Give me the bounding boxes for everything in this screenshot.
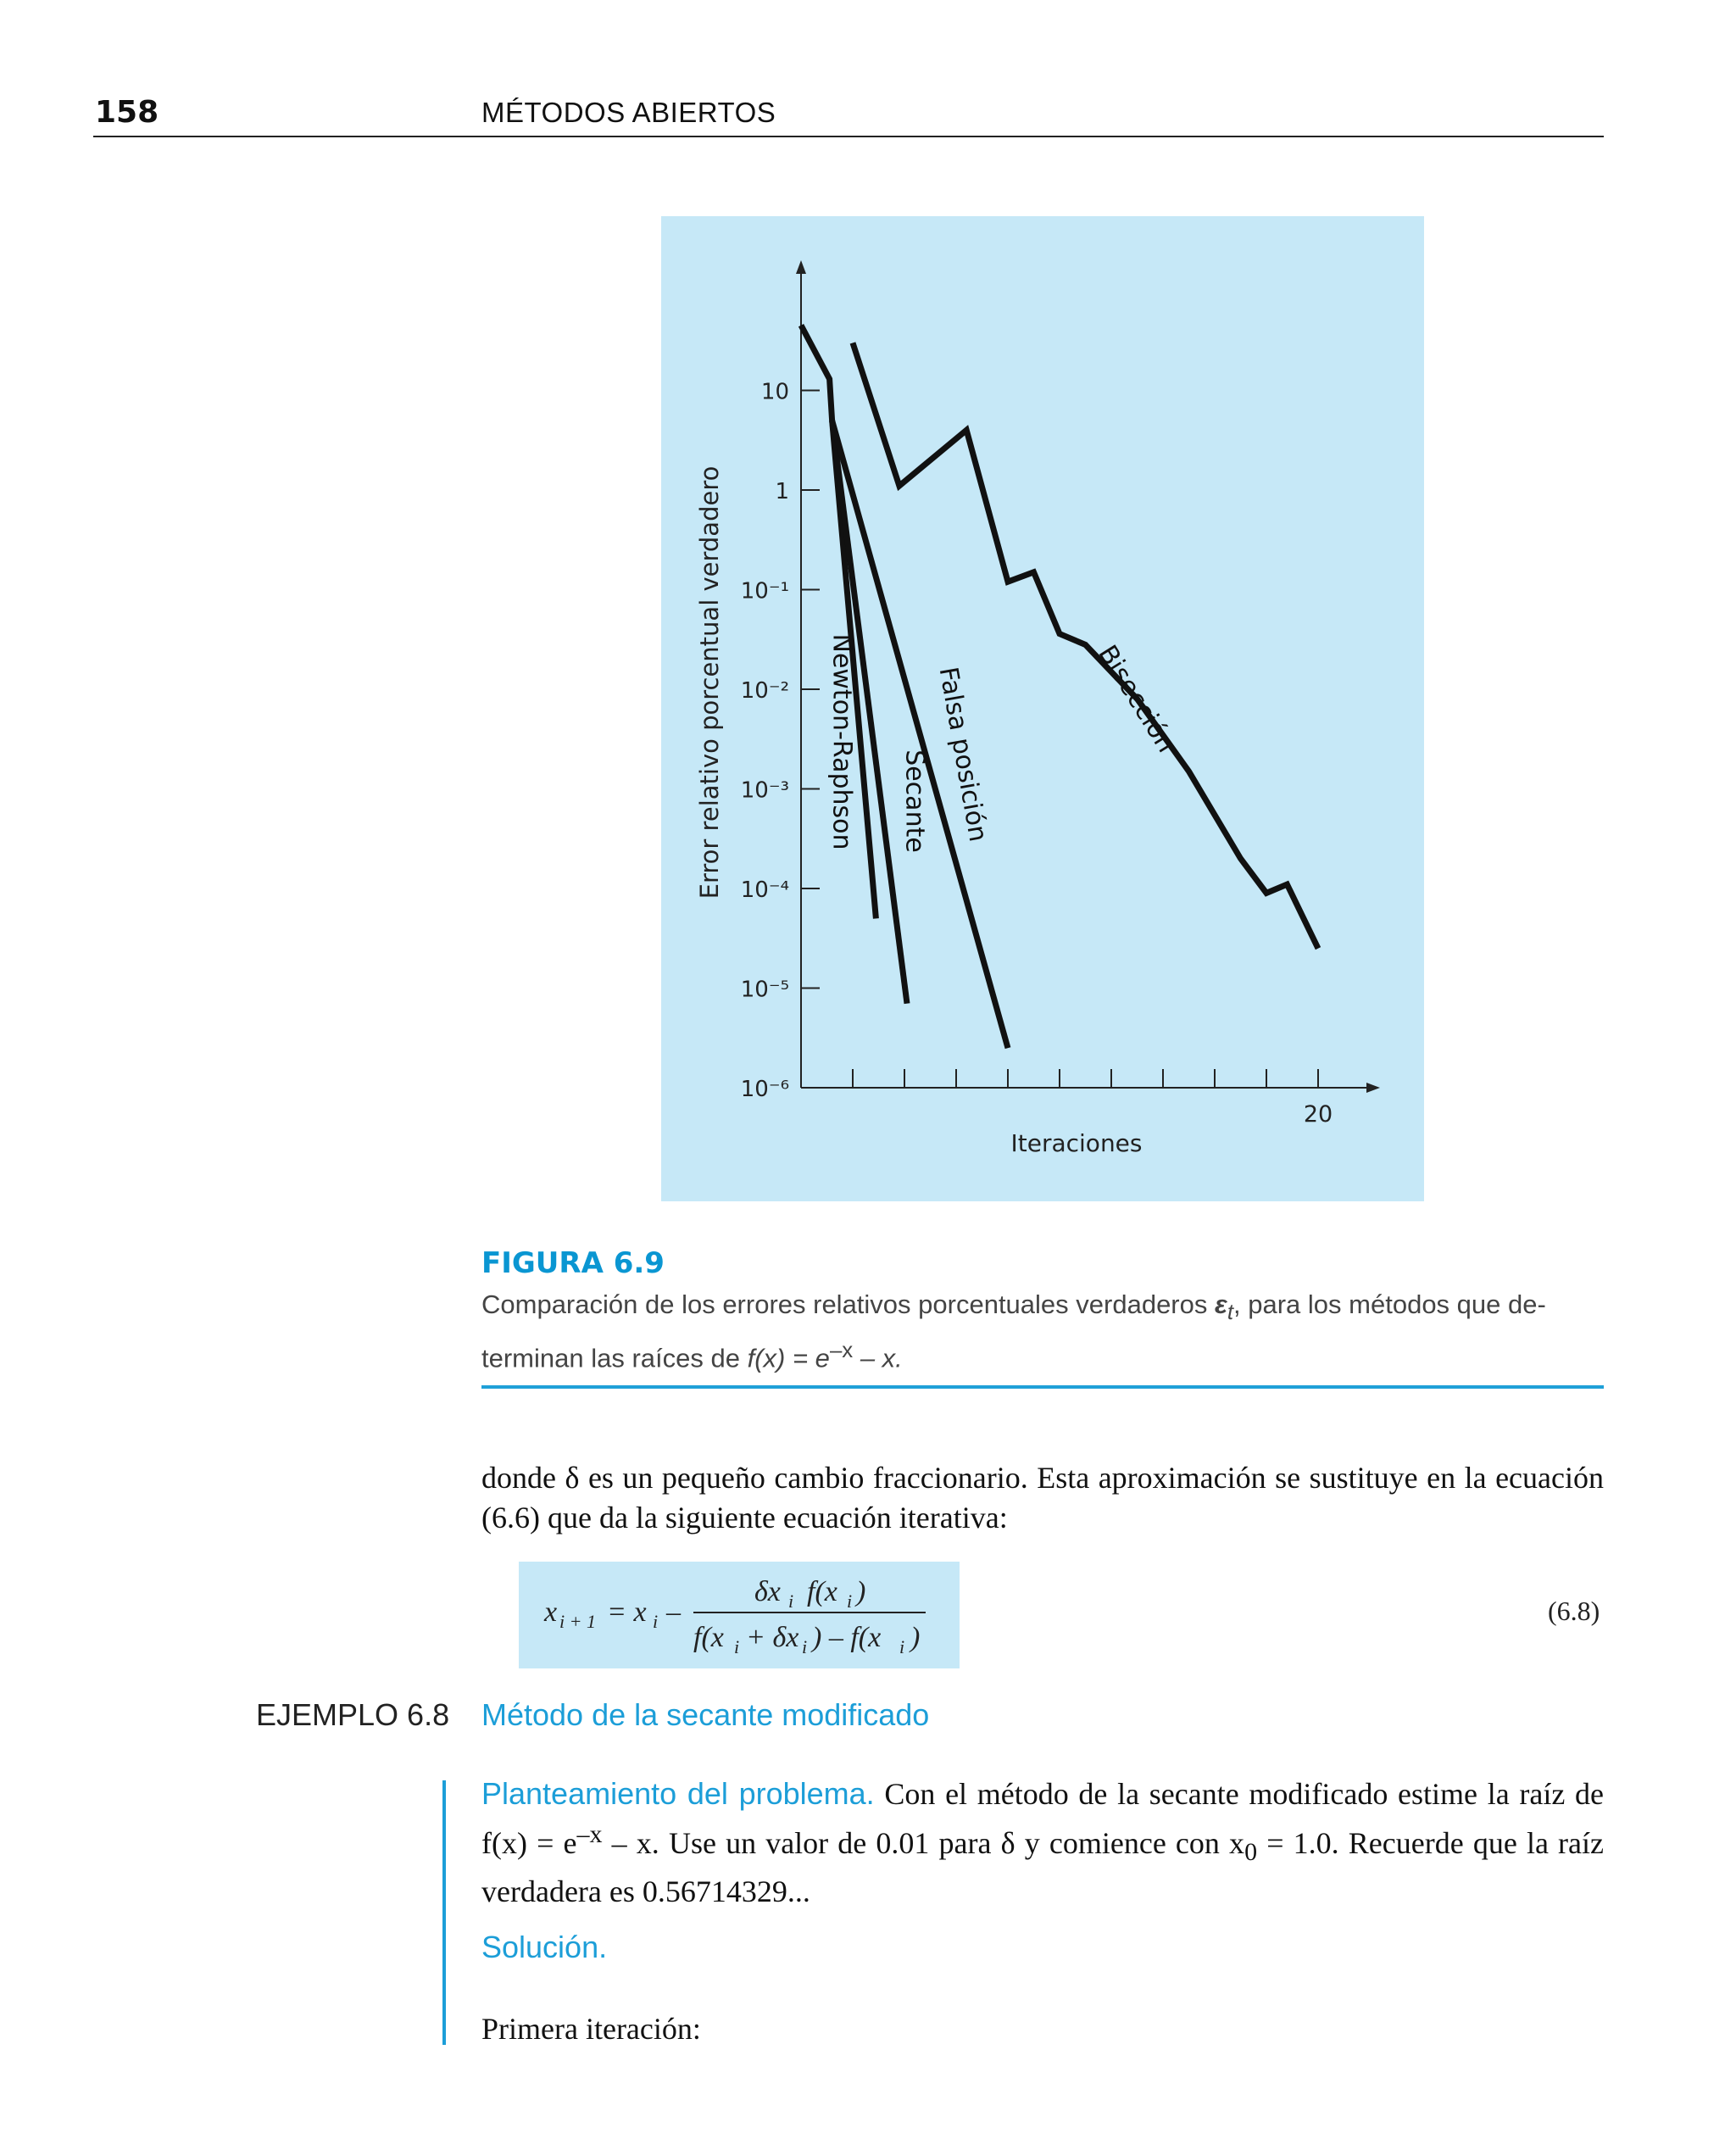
series-label-3: Bisección: [1092, 640, 1182, 758]
figure-panel: [661, 216, 1424, 1201]
eq-den-a-sub: i: [734, 1636, 740, 1657]
caption-part-c: – x.: [853, 1343, 903, 1373]
eq-rhs-sub: i: [653, 1611, 659, 1632]
header-rule: [93, 136, 1604, 137]
equation-number: (6.8): [1548, 1596, 1600, 1626]
x-axis-label: Iteraciones: [1010, 1129, 1143, 1157]
eq-den-c-sub: i: [899, 1636, 905, 1657]
first-iteration-label: Primera iteración:: [481, 2012, 701, 2046]
series-label-2: Falsa posición: [932, 665, 993, 844]
problem-subscript: 0: [1244, 1838, 1258, 1867]
eq-num-close: ): [856, 1576, 866, 1607]
eq-lhs: x: [544, 1596, 558, 1628]
example-tag: EJEMPLO 6.8: [256, 1697, 450, 1732]
figure-caption: [481, 1285, 1600, 1378]
y-tick-label-6: 10⁻⁵: [740, 977, 789, 1003]
caption-function: f(x) = e: [747, 1343, 830, 1373]
y-tick-label-0: 10: [760, 379, 789, 405]
y-tick-label-5: 10⁻⁴: [740, 877, 789, 903]
caption-epsilon: ε: [1215, 1289, 1227, 1319]
eq-den-a: f(x: [693, 1622, 724, 1653]
caption-part-b: , para los métodos que de-terminan las raíces de: [481, 1289, 1546, 1373]
figure-label: FIGURA 6.9: [481, 1246, 665, 1280]
y-axis-label: Error relativo porcentual verdadero: [695, 465, 724, 900]
caption-exponent: –x: [829, 1339, 854, 1363]
eq-den-b: + δx: [746, 1622, 799, 1653]
eq-lhs-sub: i + 1: [559, 1611, 596, 1632]
example-title: Método de la secante modificado: [481, 1697, 930, 1732]
y-tick-label-3: 10⁻²: [740, 678, 789, 704]
caption-rule: [481, 1385, 1604, 1389]
x-axis-arrow: [1366, 1083, 1380, 1093]
problem-text-a: Con el método de la secante modificado estime la raíz de f(x) = e: [481, 1777, 1604, 1860]
y-tick-label-7: 10⁻⁶: [740, 1077, 789, 1102]
eq-den-c: ) – f(x: [812, 1622, 882, 1653]
y-tick-label-4: 10⁻³: [740, 777, 789, 804]
eq-den-d: ): [910, 1622, 921, 1653]
series-label-1: Secante: [899, 749, 930, 853]
equation-6-8: [519, 1562, 960, 1668]
eq-num-f-sub: i: [847, 1590, 853, 1612]
y-tick-label-1: 1: [775, 479, 789, 504]
paragraph-intro: donde δ es un pequeño cambio fraccionario. Esta aproximación se sustituye en la ecuación (6.6) que da la siguiente ecuación iterativa:: [481, 1461, 1604, 1535]
problem-lead: Planteamiento del problema.: [481, 1776, 875, 1811]
problem-text-b: – x. Use un valor de 0.01 para δ y comience con x: [602, 1826, 1245, 1860]
y-axis-arrow: [796, 260, 806, 274]
series-label-0: Newton-Raphson: [826, 633, 857, 850]
solution-label: Solución.: [481, 1930, 608, 1964]
eq-num-sub: i: [788, 1590, 794, 1612]
page-number: 158: [95, 95, 159, 130]
example-sidebar-rule: [442, 1780, 446, 2045]
x-tick-label-0: 20: [1303, 1101, 1333, 1128]
error-comparison-chart: [661, 216, 1424, 1201]
y-tick-label-2: 10⁻¹: [740, 578, 789, 604]
problem-statement: [481, 1774, 1604, 1912]
series-line-bisecci-n: [853, 343, 1318, 948]
caption-part-a: Comparación de los errores relativos porcentuales verdaderos: [481, 1289, 1215, 1319]
eq-minus: –: [666, 1596, 681, 1628]
problem-exponent: –x: [576, 1820, 603, 1848]
eq-num-dx: δx: [754, 1576, 781, 1607]
eq-num-f: f(x: [807, 1576, 837, 1607]
eq-rhs: = x: [607, 1596, 647, 1628]
equation-box: [519, 1562, 960, 1668]
eq-den-b-sub: i: [802, 1636, 808, 1657]
problem-text-c: = 1.0. Recuerde que la raíz verdadera es 0.56714329...: [481, 1826, 1605, 1909]
chapter-title: MÉTODOS ABIERTOS: [481, 97, 776, 128]
caption-epsilon-sub: t: [1227, 1301, 1234, 1325]
